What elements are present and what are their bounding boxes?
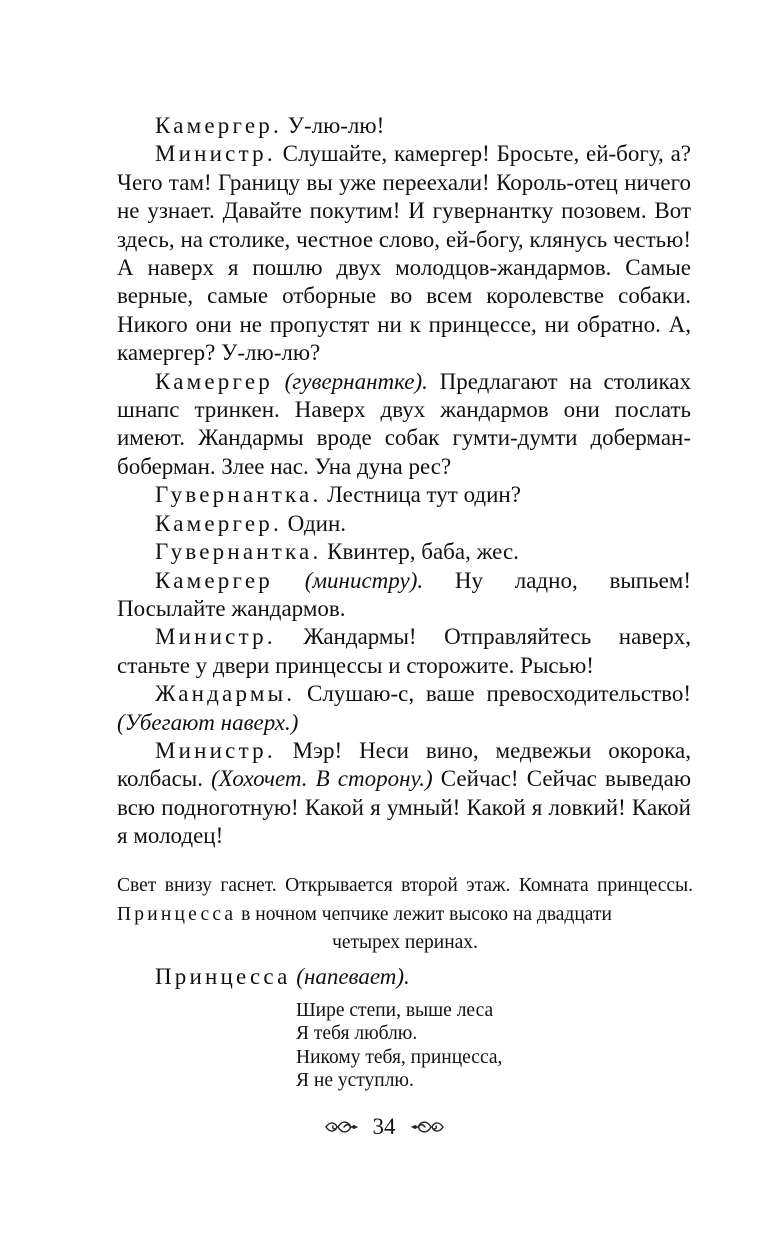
speaker-name: Камергер — [155, 368, 273, 394]
direction-text-end: четырех перинах. — [332, 932, 478, 954]
line-text: Жандармы! Отправляйтесь наверх, станьте у двери принцессы и сторожите. Рысью! — [117, 624, 691, 678]
left-flourish-ornament — [323, 1116, 359, 1138]
line-text: Лестница тут один? — [321, 482, 521, 508]
dialogue-column — [117, 112, 691, 851]
right-flourish-ornament — [410, 1116, 446, 1138]
page-footer — [0, 1112, 768, 1142]
speaker-name: Гувернантка. — [155, 482, 322, 508]
verse-line: Я тебя люблю. — [296, 1023, 418, 1045]
song-heading — [155, 963, 410, 991]
verse-line: Никому тебя, принцесса, — [296, 1046, 503, 1068]
character-name: Принцесса — [117, 903, 237, 925]
direction-text: Свет внизу гаснет. Открывается второй этаж. Комната принцессы. — [117, 875, 693, 896]
dialogue-line — [117, 680, 691, 737]
dialogue-line — [117, 567, 691, 624]
speaker-name: Гувернантка. — [155, 539, 322, 565]
dialogue-line — [117, 737, 691, 851]
verse-line: Я не уступлю. — [296, 1070, 414, 1092]
line-text: Мэр! Неси вино, медвежьи окорока, колбасы. — [117, 737, 691, 792]
speaker-name: Министр. — [155, 141, 276, 167]
stage-direction: (Хохочет. В сторону.) — [211, 766, 433, 792]
scene-direction — [117, 872, 693, 958]
dialogue-line — [117, 623, 691, 680]
stage-direction: (гувернантке). — [272, 368, 428, 394]
line-text: Слушайте, камергер! Бросьте, ей-богу, а? Чего там! Границу вы уже переехали! Король-отец ничего не узнает. Давайте покутим! И гувернантку позовем. Вот здесь, на столике, честное слово, ей-богу, клянусь честью! А наверх я пошлю двух молодцов-жандармов. Самые верные, самые отборные во всем королевстве собаки. Никого они не пропустят ни к принцессе, ни обратно. А, камергер? У-лю-лю? — [117, 141, 691, 366]
dialogue-line — [117, 112, 691, 140]
speaker-name: Принцесса — [155, 964, 291, 989]
dialogue-line — [117, 140, 691, 367]
speaker-name: Жандармы. — [155, 681, 296, 707]
dialogue-line — [117, 481, 691, 509]
dialogue-line — [117, 368, 691, 482]
line-text: У-лю-лю! — [281, 113, 385, 138]
stage-direction: (министру). — [272, 567, 424, 593]
direction-text: в ночном чепчике лежит высоко на двадцати — [236, 903, 612, 925]
speaker-name: Камергер. — [155, 510, 282, 536]
dialogue-line — [117, 510, 691, 538]
line-text: Квинтер, баба, жес. — [321, 539, 519, 565]
stage-direction: (напевает). — [290, 964, 410, 989]
speaker-name: Министр. — [155, 737, 276, 763]
speaker-name: Камергер — [155, 567, 273, 593]
stage-direction: (Убегают наверх.) — [117, 709, 299, 735]
speaker-name: Министр. — [155, 624, 276, 650]
speaker-name: Камергер. — [155, 113, 282, 138]
line-text: Сейчас! Сейчас выведаю всю подноготную! Какой я умный! Какой я ловкий! Какой я молодец! — [117, 766, 691, 849]
line-text: Слушаю-с, ваше превосходительство! — [295, 681, 691, 707]
line-text: Предлагают на столиках шнапс тринкен. Наверх двух жандармов они послать имеют. Жандармы вроде собак гумти-думти доберман-боберман. Злее нас. Уна дуна рес? — [117, 368, 691, 479]
line-text: Один. — [281, 510, 347, 536]
page-number: 34 — [372, 1114, 396, 1139]
song-verse — [296, 999, 502, 1093]
line-text: Ну ладно, выпьем! Посылайте жандармов. — [117, 567, 691, 621]
dialogue-line — [117, 538, 691, 566]
verse-line: Шире степи, выше леса — [296, 1000, 494, 1021]
